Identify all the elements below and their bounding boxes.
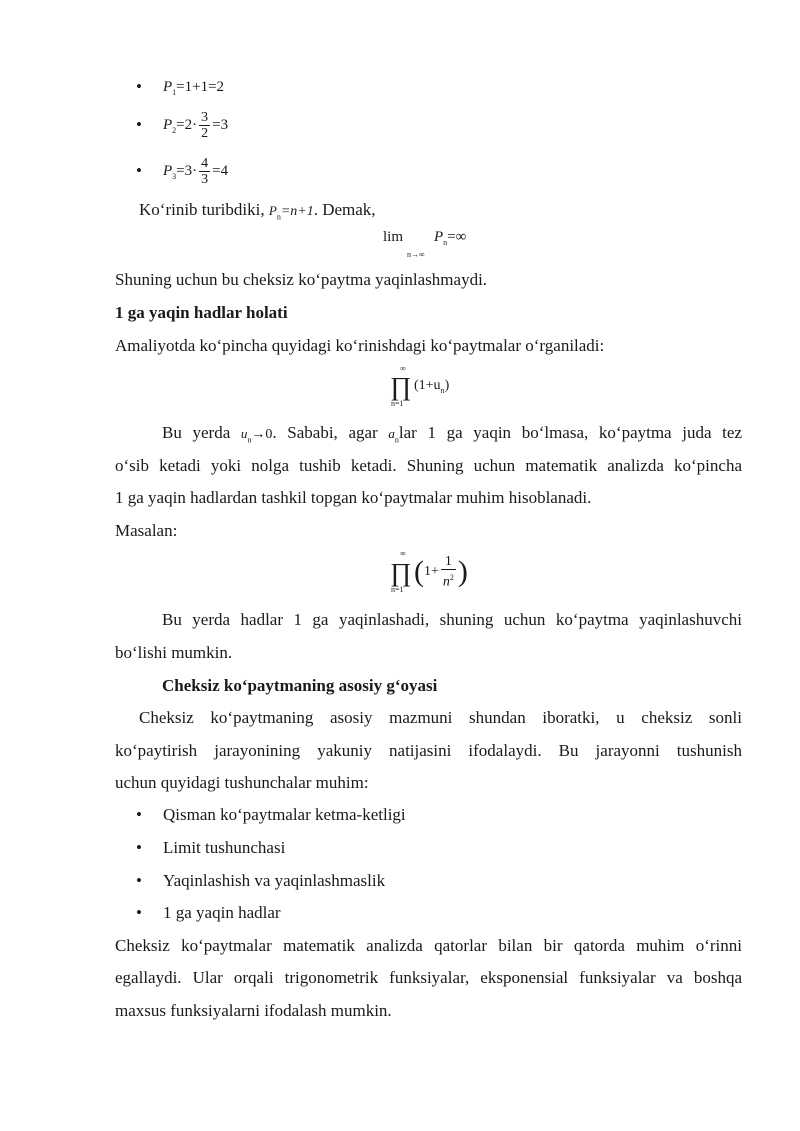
list-item: Limit tushunchasi [163, 838, 286, 857]
bullet-marker: • [136, 77, 142, 96]
limit-expression: $P_n=\infty$ [434, 229, 467, 247]
paragraph-line: Cheksiz ko‘paytmalar matematik analizda qatorlar bilan bir qatorda muhim o‘rinni [115, 936, 742, 955]
bullet-marker: • [136, 903, 142, 922]
paragraph-line: uchun quyidagi tushunchalar muhim: [115, 773, 369, 792]
limit-formula: lim [383, 229, 404, 245]
paragraph-line: 1 ga yaqin hadlardan tashkil topgan ko‘paytmalar muhim hisoblanadi. [115, 488, 592, 507]
paragraph-line: o‘sib ketadi yoki nolga tushib ketadi. Shuning uchun matematik analizda ko‘pincha [115, 456, 742, 475]
product-lower-limit: n=1 [391, 399, 404, 408]
bullet-marker: • [136, 838, 142, 857]
list-item: 1 ga yaqin hadlar [163, 903, 281, 922]
product-upper-limit: ∞ [400, 549, 406, 558]
formula-p3: $P_3=3\cdot$ $\frac{4}{3}$ =4 [163, 156, 229, 188]
formula-p2: $P_2=2\cdot$ $\frac{3}{2}$ =3 [163, 110, 229, 142]
list-item: Qisman ko‘paytmalar ketma-ketligi [163, 805, 406, 824]
practice-line: Amaliyotda ko‘pincha quyidagi ko‘rinishdagi ko‘paytmalar o‘rganiladi: [115, 336, 605, 355]
bullet-marker: • [136, 805, 142, 824]
paragraph-line: ko‘paytirish jarayonining yakuniy natijasini ifodalaydi. Bu jarayonni tushunish [115, 741, 742, 760]
product-body: (1+ $\frac{1}{n^2}$ ) [414, 554, 468, 590]
paragraph-line: egallaydi. Ular orqali trigonometrik funksiyalar, eksponensial funksiyalar va boshqa [115, 968, 742, 987]
bullet-marker: • [136, 161, 142, 180]
formula-p1: $P_1=1+1=2$ [163, 79, 225, 97]
observation-line: Ko‘rinib turibdiki, $P_n=n+1$. Demak, [139, 200, 376, 222]
list-item: Yaqinlashish va yaqinlashmaslik [163, 871, 386, 890]
product-body: $(1+u_n)$ [414, 378, 450, 395]
paragraph-line: Bu yerda hadlar 1 ga yaqinlashadi, shuning uchun ko‘paytma yaqinlashuvchi [162, 610, 742, 629]
paragraph-line: bo‘lishi mumkin. [115, 643, 233, 662]
bullet-marker: • [136, 115, 142, 134]
section-heading: Cheksiz ko‘paytmaning asosiy g‘oyasi [162, 676, 438, 695]
bullet-marker: • [136, 871, 142, 890]
product-symbol: ∏ [390, 558, 412, 587]
product-symbol: ∏ [390, 372, 412, 401]
example-label: Masalan: [115, 521, 178, 540]
product-lower-limit: n=1 [391, 585, 404, 594]
paragraph-line: Cheksiz ko‘paytmaning asosiy mazmuni shundan iboratki, u cheksiz sonli [139, 708, 742, 727]
paragraph-line: Bu yerda $u_n\to 0$. Sababi, agar $a_nlar$ 1 ga yaqin bo‘lmasa, ko‘paytma juda tez [162, 423, 742, 445]
product-upper-limit: ∞ [400, 364, 406, 373]
section-heading: 1 ga yaqin hadlar holati [115, 303, 288, 322]
paragraph-line: maxsus funksiyalarni ifodalash mumkin. [115, 1001, 392, 1020]
non-convergence-line: Shuning uchun bu cheksiz ko‘paytma yaqinlashmaydi. [115, 270, 488, 289]
limit-subscript: n→∞ [407, 250, 425, 259]
